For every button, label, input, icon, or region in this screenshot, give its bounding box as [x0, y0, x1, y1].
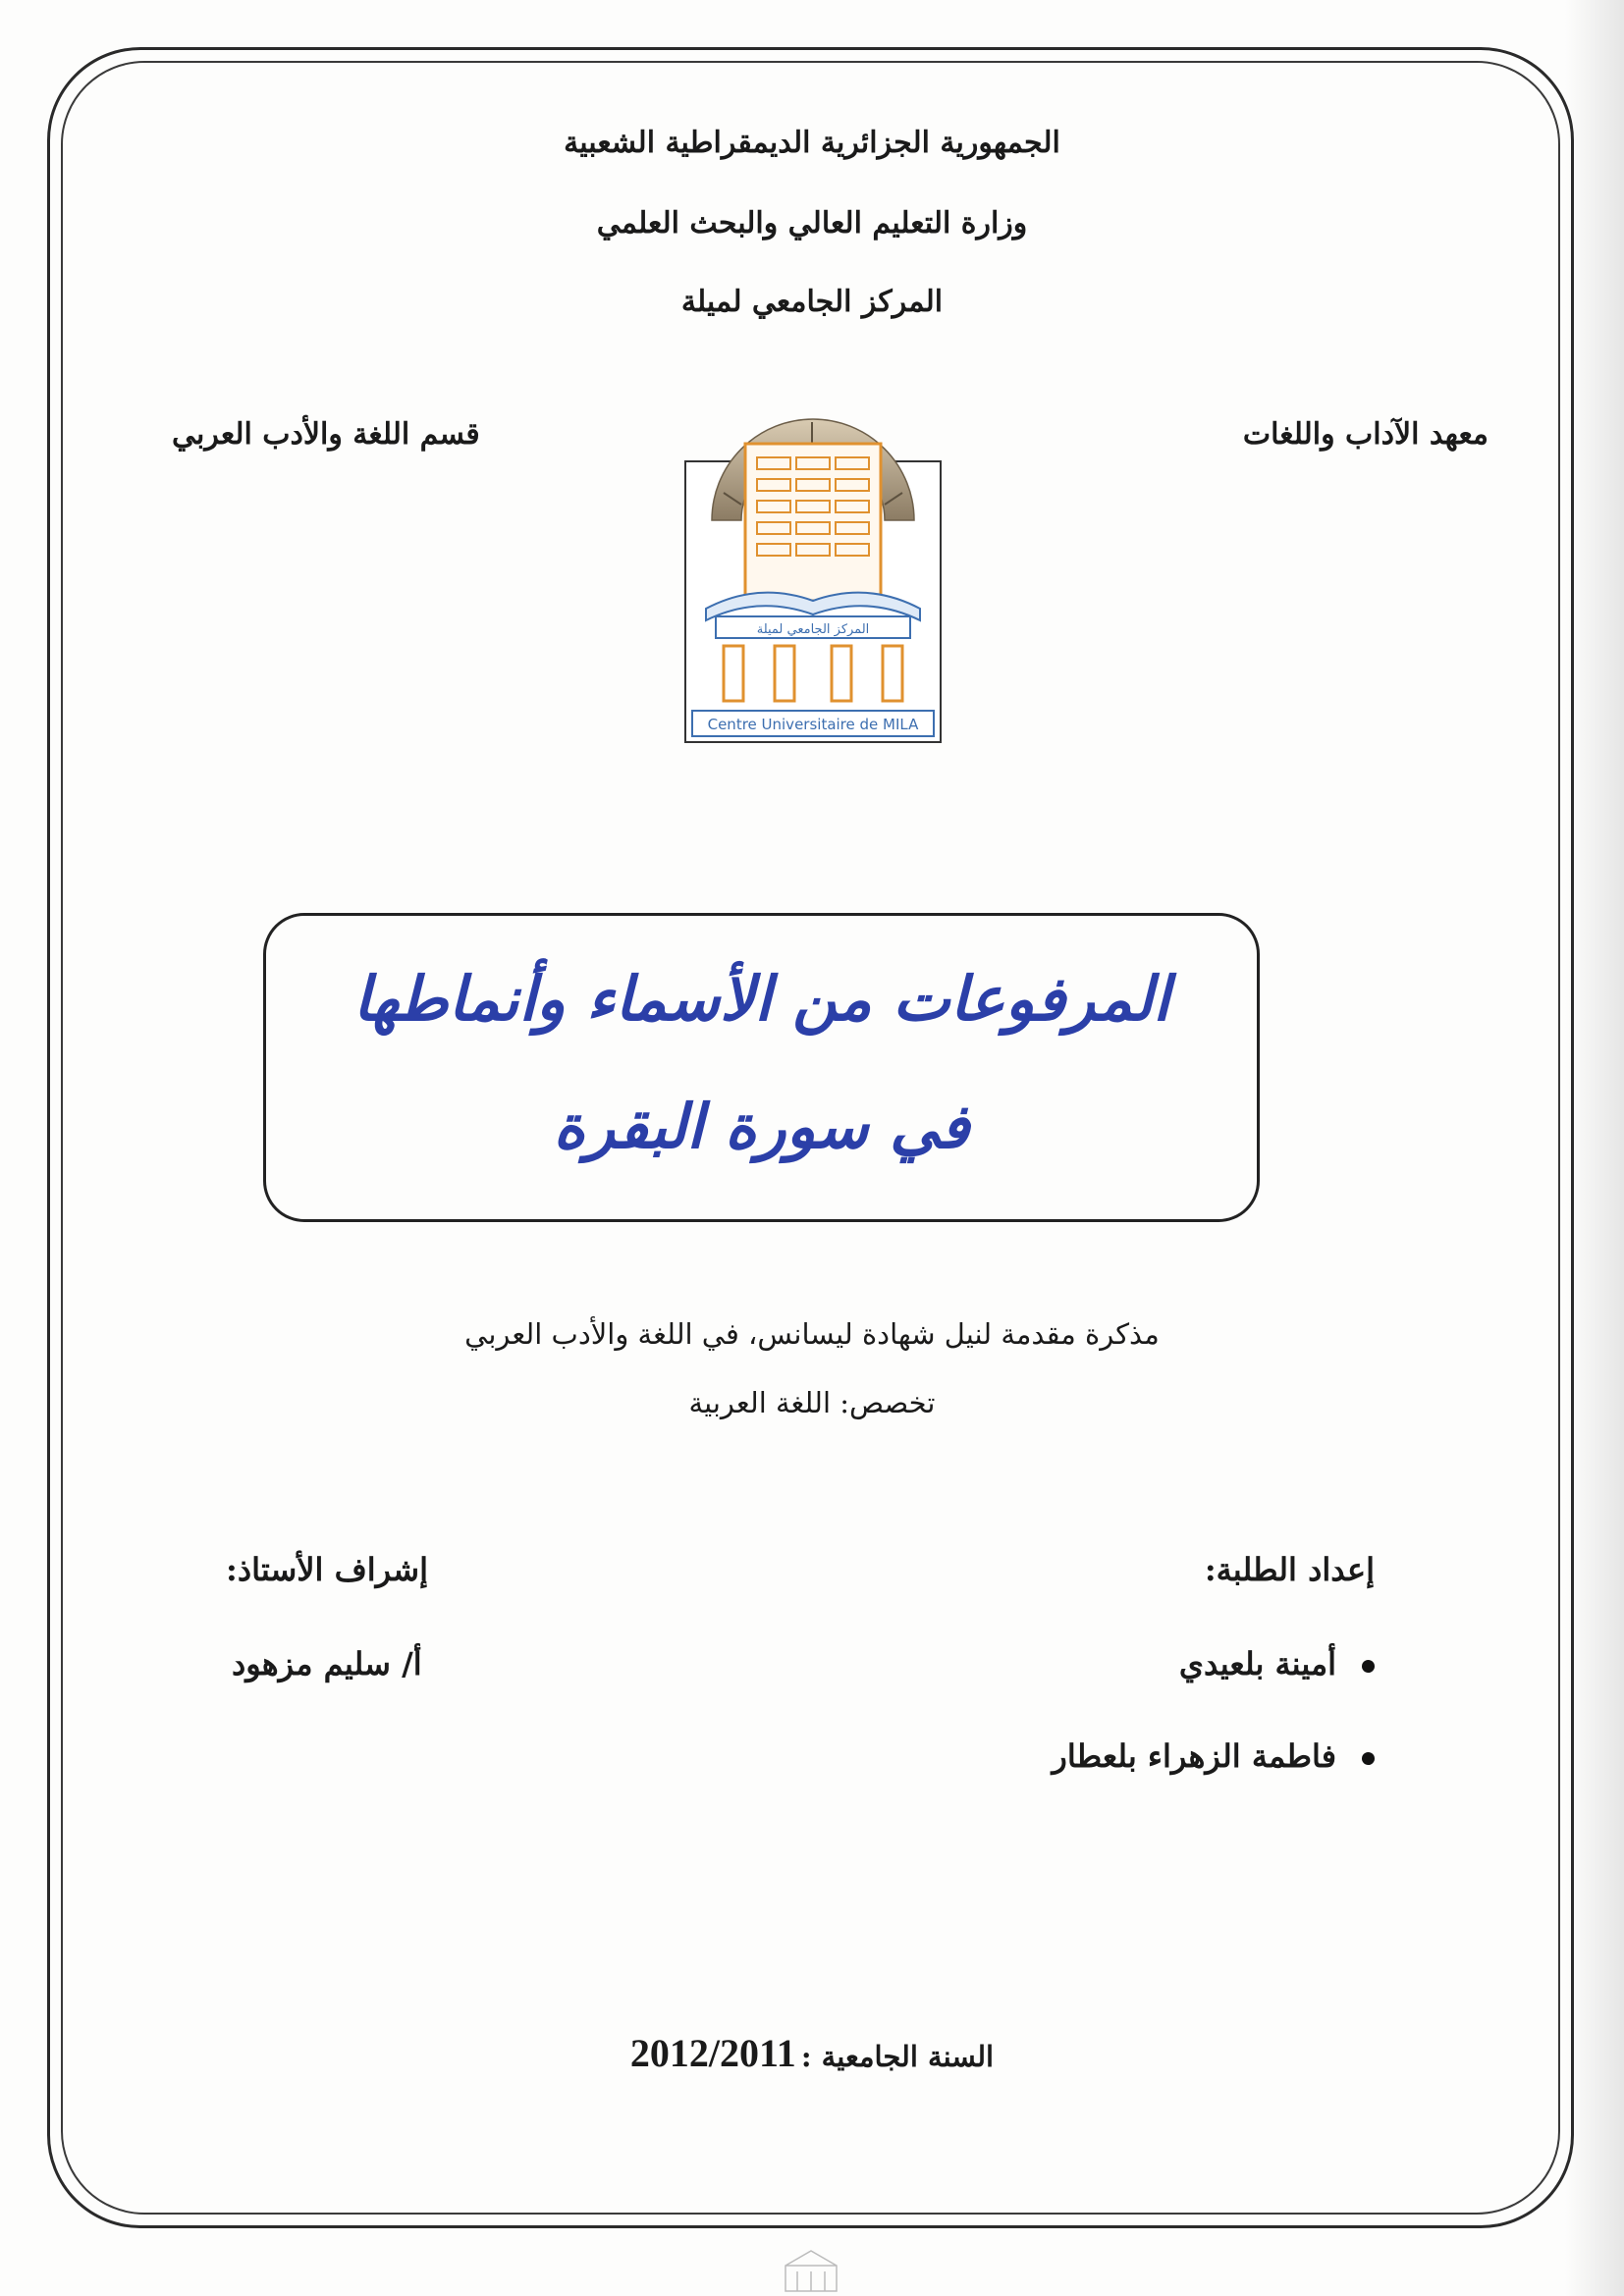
page-edge-shadow — [1565, 0, 1624, 2296]
thesis-subtitle: مذكرة مقدمة لنيل شهادة ليسانس، في اللغة والأدب العربي — [464, 1317, 1160, 1351]
thesis-title-line2: في سورة البقرة — [553, 1091, 970, 1162]
academic-year — [0, 2030, 1624, 2076]
logo-banner-text: المركز الجامعي لميلة — [756, 622, 870, 637]
students-label: إعداد الطلبة: — [1204, 1551, 1375, 1588]
student-name: فاطمة الزهراء بلعطار — [1052, 1737, 1336, 1775]
supervisor-name: أ/ سليم مزهود — [232, 1645, 422, 1682]
student-name: أمينة بلعيدي — [1178, 1645, 1336, 1682]
bullet-icon — [1362, 1660, 1375, 1673]
bullet-icon — [1362, 1752, 1375, 1765]
student-item — [1052, 1737, 1375, 1775]
university-logo — [684, 385, 942, 743]
specialty-line: تخصص: اللغة العربية — [688, 1386, 936, 1419]
institute-label: معهد الآداب واللغات — [1242, 417, 1489, 452]
header-republic: الجمهورية الجزائرية الديمقراطية الشعبية — [564, 126, 1060, 160]
header-center: المركز الجامعي لميلة — [680, 285, 944, 319]
student-item — [1179, 1645, 1375, 1682]
supervisor-label: إشراف الأستاذ: — [226, 1551, 428, 1588]
footer-watermark-icon — [782, 2248, 840, 2293]
academic-year-value: 2012/2011 — [629, 2031, 796, 2075]
thesis-title-line1: المرفوعات من الأسماء وأنماطها — [352, 963, 1170, 1035]
header-ministry: وزارة التعليم العالي والبحث العلمي — [596, 206, 1028, 240]
academic-year-label: السنة الجامعية : — [800, 2040, 995, 2073]
department-label: قسم اللغة والأدب العربي — [172, 417, 480, 452]
logo-caption: Centre Universitaire de MILA — [707, 716, 919, 733]
title-box — [263, 913, 1260, 1222]
